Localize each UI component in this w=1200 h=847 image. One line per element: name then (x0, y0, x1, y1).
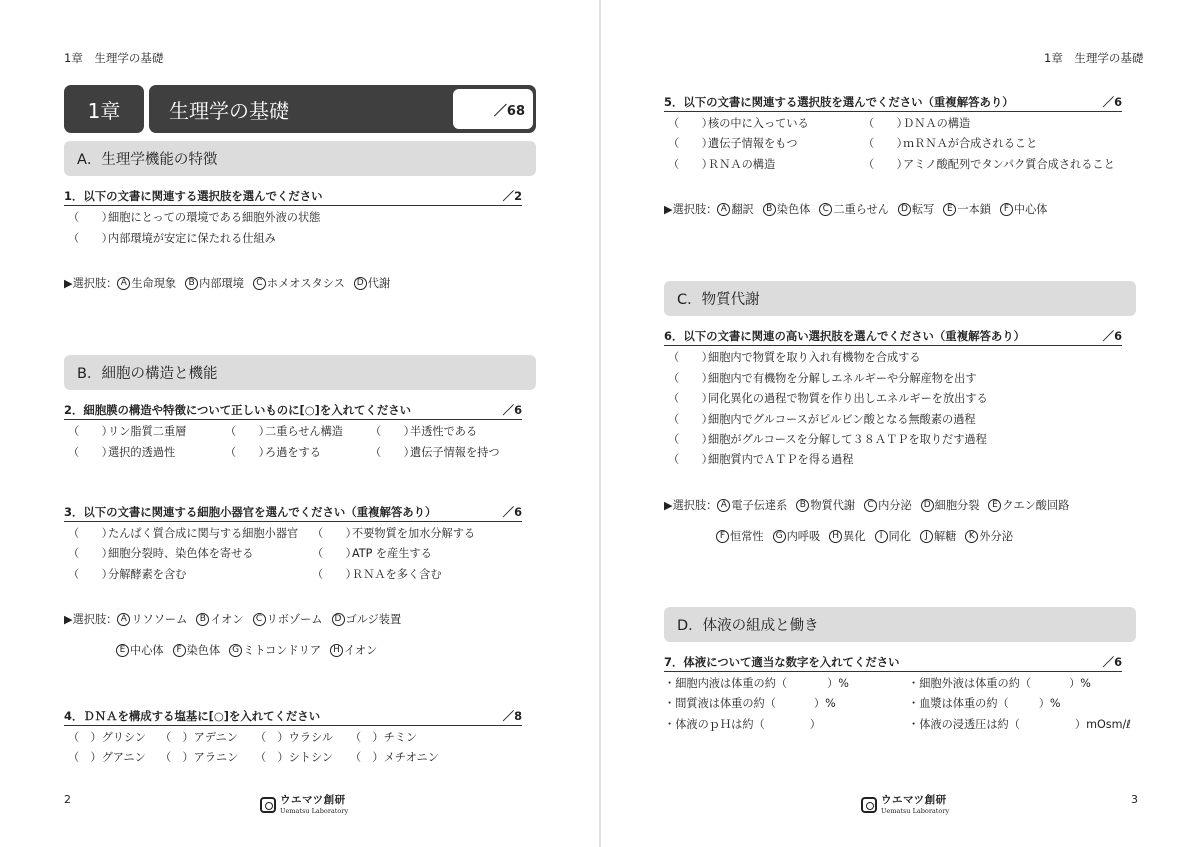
choice-text: 外分泌 (979, 530, 1013, 543)
publisher-logo (861, 795, 949, 814)
answer-blank[interactable]: （ ） (863, 137, 908, 150)
answer-blank[interactable]: （ ） (160, 731, 194, 744)
choice-text: イオン (344, 644, 378, 657)
answer-row (68, 444, 175, 460)
question-7-heading (664, 654, 1122, 672)
question-2-heading (64, 402, 522, 420)
total-score: ／68 (493, 103, 525, 119)
choice-option (965, 528, 1013, 544)
answer-row (668, 390, 988, 406)
answer-blank[interactable]: （ ） (350, 731, 384, 744)
choices-row (664, 497, 1078, 513)
fill-in-row (908, 716, 1131, 732)
circle-letter-icon: H (330, 644, 343, 657)
answer-row (255, 729, 333, 745)
choice-option (332, 611, 402, 627)
choice-text: イオン (210, 613, 244, 626)
item-unit: ）% (827, 677, 849, 690)
answer-blank[interactable]: （ ） (68, 527, 113, 540)
answer-row (668, 431, 987, 447)
answer-row (68, 729, 146, 745)
item-text: ＲＮＡを多く含む (352, 568, 442, 581)
answer-row (68, 230, 276, 246)
item-text: 細胞にとっての環境である細胞外液の状態 (108, 211, 321, 224)
answer-blank[interactable]: （ ） (225, 446, 270, 459)
circle-letter-icon: E (943, 203, 956, 216)
answer-blank[interactable]: （ ） (312, 527, 357, 540)
question-title: 1．以下の文書に関連する選択肢を選んでください (64, 189, 323, 203)
question-score: ／6 (502, 505, 522, 519)
choices-label: ▶選択肢： (64, 613, 118, 626)
choice-text: 内分泌 (878, 499, 912, 512)
circle-letter-icon: B (763, 203, 776, 216)
circle-letter-icon: F (173, 644, 186, 657)
choice-option (773, 528, 821, 544)
choice-text: 電子伝達系 (731, 499, 788, 512)
item-text: ＲＮＡの構造 (708, 158, 776, 171)
question-6-heading (664, 328, 1122, 346)
choice-text: 物質代謝 (810, 499, 856, 512)
choice-text: リボゾーム (266, 613, 323, 626)
item-text: アミノ酸配列でタンパク質合成されること (903, 158, 1115, 171)
answer-row (370, 423, 477, 439)
choice-text: 内部環境 (199, 277, 244, 290)
page-number: 2 (64, 793, 71, 806)
circle-letter-icon: I (875, 530, 888, 543)
question-title: 7．体液について適当な数字を入れてください (664, 655, 900, 669)
question-title: 4．ＤＮＡを構成する塩基に[○]を入れてください (64, 709, 321, 723)
answer-row (68, 209, 320, 225)
circle-letter-icon: E (116, 644, 129, 657)
answer-row (668, 451, 853, 467)
page-number: 3 (1131, 793, 1138, 806)
choice-text: ミトコンドリア (243, 644, 322, 657)
answer-row (668, 411, 976, 427)
choice-option (829, 528, 865, 544)
answer-row (668, 370, 977, 386)
choice-text: 翻訳 (731, 203, 754, 216)
choice-option (864, 497, 912, 513)
choice-text: リソソーム (131, 613, 188, 626)
item-text: 細胞内でグルコースがピルビン酸となる無酸素の過程 (708, 413, 976, 426)
item-text: リン脂質二重層 (108, 425, 187, 438)
answer-blank[interactable]: （ ） (312, 547, 357, 560)
question-5-heading (664, 94, 1122, 112)
item-text: ウラシル (288, 731, 334, 744)
section-heading-c: C．物質代謝 (664, 281, 1136, 316)
item-text: 細胞分裂時、染色体を寄せる (108, 547, 254, 560)
logo-sub: Uematsu Laboratory (280, 806, 349, 815)
question-1-heading (64, 188, 522, 206)
choice-option (1000, 201, 1048, 217)
item-text: ・体液のｐＨは約（ (664, 718, 765, 731)
circle-letter-icon: B (196, 613, 209, 626)
item-text: ATP を産生する (352, 547, 432, 560)
answer-row (350, 729, 417, 745)
choice-option (796, 497, 855, 513)
question-title: 2．細胞膜の構造や特徴について正しいものに[○]を入れてください (64, 403, 411, 417)
answer-row (863, 135, 1037, 151)
answer-blank[interactable]: （ ） (255, 751, 289, 764)
item-unit: ）mOsm/ℓ (1074, 718, 1131, 731)
answer-blank[interactable]: （ ） (68, 211, 113, 224)
answer-blank[interactable]: （ ） (668, 351, 713, 364)
choice-text: 代謝 (367, 277, 391, 290)
choices-label: ▶選択肢： (64, 277, 118, 290)
item-text: たんぱく質合成に関与する細胞小器官 (108, 527, 299, 540)
choice-option (185, 275, 244, 291)
circle-letter-icon: D (921, 499, 934, 512)
answer-row (68, 525, 298, 541)
choice-text: 異化 (843, 530, 866, 543)
item-text: 二重らせん構造 (265, 425, 343, 438)
item-text: 遺伝子情報を持つ (410, 446, 500, 459)
item-text: 核の中に入っている (708, 117, 809, 130)
question-score: ／6 (1102, 95, 1122, 109)
item-text: 半透性である (410, 425, 478, 438)
choice-option (330, 642, 377, 658)
answer-blank[interactable]: （ ） (668, 413, 713, 426)
circle-letter-icon: J (920, 530, 933, 543)
choice-option (819, 201, 889, 217)
answer-row (350, 749, 439, 765)
answer-row (68, 566, 186, 582)
answer-blank[interactable]: （ ） (668, 158, 713, 171)
choice-option (717, 201, 753, 217)
fill-in-row (908, 675, 1091, 691)
answer-blank[interactable]: （ ） (68, 547, 113, 560)
answer-blank[interactable]: （ ） (68, 751, 102, 764)
choice-option (253, 611, 323, 627)
answer-row (668, 135, 798, 151)
right-page (601, 0, 1200, 847)
choices-label: ▶選択肢： (664, 499, 718, 512)
item-text: グリシン (101, 731, 147, 744)
choice-text: 内呼吸 (786, 530, 821, 543)
question-score: ／6 (502, 403, 522, 417)
choice-option (943, 201, 991, 217)
answer-blank[interactable]: （ ） (225, 425, 270, 438)
answer-blank[interactable]: （ ） (68, 425, 113, 438)
choice-text: クエン酸回路 (1002, 499, 1070, 512)
item-text: 細胞がグルコースを分解して３８ＡＴＰを取りだす過程 (708, 433, 987, 446)
answer-blank[interactable]: （ ） (863, 158, 908, 171)
logo-icon (260, 797, 276, 813)
choice-option (229, 642, 321, 658)
choice-option (117, 275, 176, 291)
choice-option (717, 497, 787, 513)
answer-blank[interactable]: （ ） (160, 751, 194, 764)
item-text: チミン (383, 731, 418, 744)
logo-sub: Uematsu Laboratory (881, 806, 950, 815)
answer-blank[interactable]: （ ） (68, 446, 113, 459)
answer-blank[interactable]: （ ） (350, 751, 384, 764)
total-score-field[interactable] (453, 89, 533, 129)
answer-blank[interactable]: （ ） (863, 117, 908, 130)
choice-option (763, 201, 811, 217)
section-heading-a: A．生理学機能の特徴 (64, 141, 536, 176)
choice-text: 中心体 (130, 644, 164, 657)
answer-blank[interactable]: （ ） (68, 731, 102, 744)
choice-option (875, 528, 911, 544)
circle-letter-icon: A (117, 613, 130, 626)
choice-text: ホメオスタシス (266, 277, 345, 290)
question-title: 5．以下の文書に関連する選択肢を選んでください（重複解答あり） (664, 95, 1014, 109)
answer-row (668, 349, 921, 365)
answer-row (225, 423, 343, 439)
running-header: 1章 生理学の基礎 (1044, 51, 1144, 65)
question-3-heading (64, 504, 522, 522)
publisher-logo (260, 795, 348, 814)
item-unit: ）% (813, 697, 836, 710)
item-text: メチオニン (383, 751, 439, 764)
choice-option (116, 642, 164, 658)
section-heading-b: B．細胞の構造と機能 (64, 355, 536, 390)
answer-row (370, 444, 500, 460)
answer-row (68, 423, 186, 439)
choice-text: 転写 (911, 203, 935, 216)
question-4-heading (64, 708, 522, 726)
answer-row (668, 156, 775, 172)
item-text: ＤＮＡの構造 (903, 117, 971, 130)
choice-option (173, 642, 221, 658)
item-text: シトシン (288, 751, 334, 764)
circle-letter-icon: G (773, 530, 786, 543)
answer-blank[interactable]: （ ） (312, 568, 357, 581)
item-text: アラニン (193, 751, 239, 764)
choice-option (921, 497, 980, 513)
answer-row (668, 115, 809, 131)
answer-row (312, 545, 432, 561)
item-text: 分解酵素を含む (108, 568, 187, 581)
answer-blank[interactable]: （ ） (668, 117, 713, 130)
choices-row (116, 642, 386, 658)
item-text: ろ過をする (265, 446, 321, 459)
choices-label: ▶選択肢： (664, 203, 718, 216)
choice-option (253, 275, 345, 291)
item-text: ・細胞内液は体重の約（ (664, 677, 788, 690)
chapter-title: 生理学の基礎 (169, 98, 289, 123)
answer-row (312, 525, 475, 541)
answer-row (225, 444, 321, 460)
question-score: ／6 (1102, 329, 1122, 343)
fill-in-row (664, 716, 821, 732)
answer-row (863, 115, 970, 131)
circle-letter-icon: G (229, 644, 242, 657)
chapter-number: 1章 (87, 98, 121, 123)
choice-option (117, 611, 187, 627)
item-text: 同化異化の過程で物質を作り出しエネルギーを放出する (708, 392, 988, 405)
circle-letter-icon: A (117, 277, 130, 290)
item-text: ・血漿は体重の約（ (908, 697, 1009, 710)
answer-blank[interactable]: （ ） (668, 392, 713, 405)
left-page (0, 0, 599, 847)
logo-name: ウエマツ創研 (881, 794, 947, 806)
item-text: ｍＲＮＡが合成されること (903, 137, 1038, 150)
answer-row (312, 566, 442, 582)
circle-letter-icon: D (898, 203, 911, 216)
item-text: ・間質液は体重の約（ (664, 697, 776, 710)
choices-row (664, 201, 1056, 217)
question-score: ／2 (502, 189, 522, 203)
circle-letter-icon: B (796, 499, 809, 512)
choice-text: 一本鎖 (957, 203, 991, 216)
choices-row (716, 528, 1022, 544)
question-score: ／8 (502, 709, 522, 723)
answer-blank[interactable]: （ ） (68, 568, 113, 581)
answer-blank[interactable]: （ ） (668, 137, 713, 150)
answer-blank[interactable]: （ ） (668, 433, 713, 446)
circle-letter-icon: C (864, 499, 877, 512)
answer-row (68, 749, 146, 765)
circle-letter-icon: C (253, 613, 266, 626)
item-text: 選択的透過性 (108, 446, 176, 459)
circle-letter-icon: D (332, 613, 345, 626)
circle-letter-icon: D (354, 277, 367, 290)
circle-letter-icon: B (185, 277, 198, 290)
choice-text: 細胞分裂 (934, 499, 980, 512)
choice-text: 中心体 (1013, 203, 1048, 216)
item-text: アデニン (193, 731, 238, 744)
logo-name: ウエマツ創研 (280, 794, 346, 806)
chapter-number-box (64, 85, 144, 133)
choice-text: 恒常性 (730, 530, 764, 543)
answer-row (255, 749, 333, 765)
choices-row (64, 275, 399, 291)
fill-in-row (908, 695, 1061, 711)
question-title: 6．以下の文書に関連の高い選択肢を選んでください（重複解答あり） (664, 329, 1026, 343)
item-unit: ）% (1038, 697, 1061, 710)
item-unit: ） (809, 718, 821, 731)
item-text: グアニン (101, 751, 146, 764)
choice-text: 染色体 (186, 644, 221, 657)
circle-letter-icon: C (819, 203, 832, 216)
answer-row (160, 729, 238, 745)
running-header: 1章 生理学の基礎 (64, 51, 164, 65)
circle-letter-icon: E (988, 499, 1001, 512)
circle-letter-icon: F (1000, 203, 1013, 216)
circle-letter-icon: A (717, 203, 730, 216)
choice-text: ゴルジ装置 (345, 613, 402, 626)
item-text: ・細胞外液は体重の約（ (908, 677, 1032, 690)
answer-row (160, 749, 238, 765)
answer-blank[interactable]: （ ） (370, 446, 415, 459)
answer-blank[interactable]: （ ） (68, 232, 113, 245)
choices-row (64, 611, 410, 627)
choice-text: 同化 (888, 530, 911, 543)
choice-option (716, 528, 764, 544)
choice-option (920, 528, 956, 544)
circle-letter-icon: K (965, 530, 978, 543)
answer-blank[interactable]: （ ） (668, 453, 713, 466)
choice-text: 二重らせん (833, 203, 889, 216)
item-unit: ）% (1069, 677, 1091, 690)
question-score: ／6 (1102, 655, 1122, 669)
item-text: 遺伝子情報をもつ (708, 137, 798, 150)
choice-option (196, 611, 243, 627)
item-text: 内部環境が安定に保たれる仕組み (108, 232, 276, 245)
fill-in-row (664, 675, 849, 691)
item-text: ・体液の浸透圧は約（ (908, 718, 1020, 731)
logo-icon (861, 797, 877, 813)
answer-blank[interactable]: （ ） (668, 372, 713, 385)
item-text: 細胞質内でＡＴＰを得る過程 (708, 453, 854, 466)
question-title: 3．以下の文書に関連する細胞小器官を選んでください（重複解答あり） (64, 505, 437, 519)
circle-letter-icon: A (717, 499, 730, 512)
circle-letter-icon: H (829, 530, 842, 543)
choice-option (354, 275, 390, 291)
answer-row (863, 156, 1115, 172)
item-text: 細胞内で有機物を分解しエネルギーや分解産物を出す (708, 372, 977, 385)
item-text: 細胞内で物質を取り入れ有機物を合成する (708, 351, 921, 364)
choice-text: 生命現象 (131, 277, 177, 290)
fill-in-row (664, 695, 836, 711)
choice-option (898, 201, 934, 217)
circle-letter-icon: C (253, 277, 266, 290)
choice-text: 染色体 (776, 203, 811, 216)
section-heading-d: D．体液の組成と働き (664, 607, 1136, 642)
answer-blank[interactable]: （ ） (255, 731, 289, 744)
item-text: 不要物質を加水分解する (352, 527, 476, 540)
circle-letter-icon: F (716, 530, 729, 543)
answer-blank[interactable]: （ ） (370, 425, 415, 438)
choice-option (988, 497, 1069, 513)
choice-text: 解糖 (933, 530, 957, 543)
answer-row (68, 545, 253, 561)
